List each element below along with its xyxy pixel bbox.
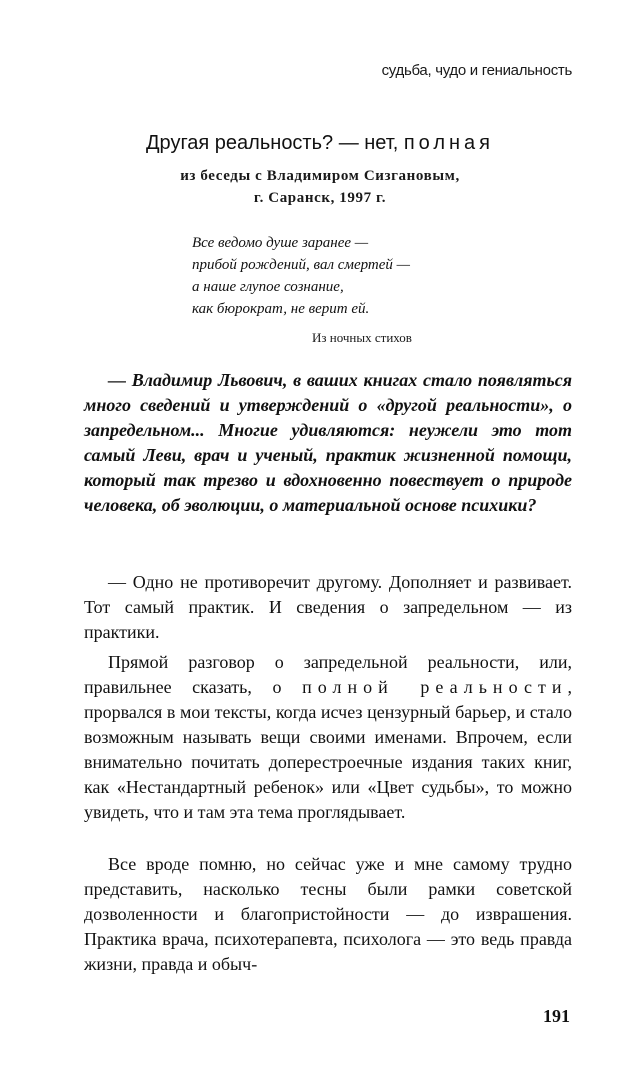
paragraph-2-text	[84, 650, 572, 825]
paragraph-3-text: Все вроде помню, но сейчас уже и мне самому трудно представить, насколько тесны были рамки советской дозволенности и благопристойности — до изврашения. Практика врача, психотерапевта, психолога — это ведь правда жизни, правда и обыч-	[84, 854, 572, 974]
question-paragraph: — Владимир Львович, в ваших книгах стало появляться много сведений и утверждений о «другой реальности», о запредельном... Многие удивляются: неужели это тот самый Леви, врач и ученый, практик жизненной помощи, который так трезво и вдохновенно повествует о природе человека, об эволюции, о материальной основе психики?	[84, 370, 572, 515]
body-paragraph-2	[84, 650, 572, 825]
chapter-source-line-1: из беседы с Владимиром Сизгановым,	[180, 168, 460, 184]
epigraph-line: Все ведомо душе заранее —	[192, 235, 369, 251]
body-paragraph-3	[84, 852, 572, 977]
chapter-title-main: Другая реальность? — нет,	[146, 132, 404, 154]
chapter-title-spaced: полная	[403, 132, 494, 154]
epigraph-line: прибой рождений, вал смертей —	[192, 257, 411, 273]
epigraph-line: а наше глупое сознание,	[192, 279, 344, 295]
epigraph-poem	[192, 232, 552, 320]
page-number: 191	[543, 1006, 570, 1026]
paragraph-2-after: , прорвался в мои тексты, когда исчез цензурный барьер, и стало возможным называть вещи своими именами. Впрочем, если внимательно почитать доперестроечные издания таких книг, как «Нестандартный ребенок» или «Цвет судьбы», то можно увидеть, что и там эта тема проглядывает.	[84, 677, 572, 822]
chapter-title	[0, 132, 620, 155]
epigraph-source: Из ночных стихов	[312, 330, 412, 345]
interview-answer	[84, 570, 572, 645]
chapter-source-line-2: г. Саранск, 1997 г.	[253, 190, 387, 206]
paragraph-2-before: Прямой разговор о запредельной реальности, или, правильнее сказать, о	[84, 652, 572, 697]
answer-paragraph: — Одно не противоречит другому. Дополняет и развивает. Тот самый практик. И сведения о запредельном — из практики.	[84, 572, 572, 642]
running-head: судьба, чудо и гениальность	[381, 62, 572, 79]
epigraph-line: как бюрократ, не верит ей.	[192, 301, 370, 317]
paragraph-2-spaced: полной реальности	[302, 677, 568, 697]
interview-question	[84, 368, 572, 518]
